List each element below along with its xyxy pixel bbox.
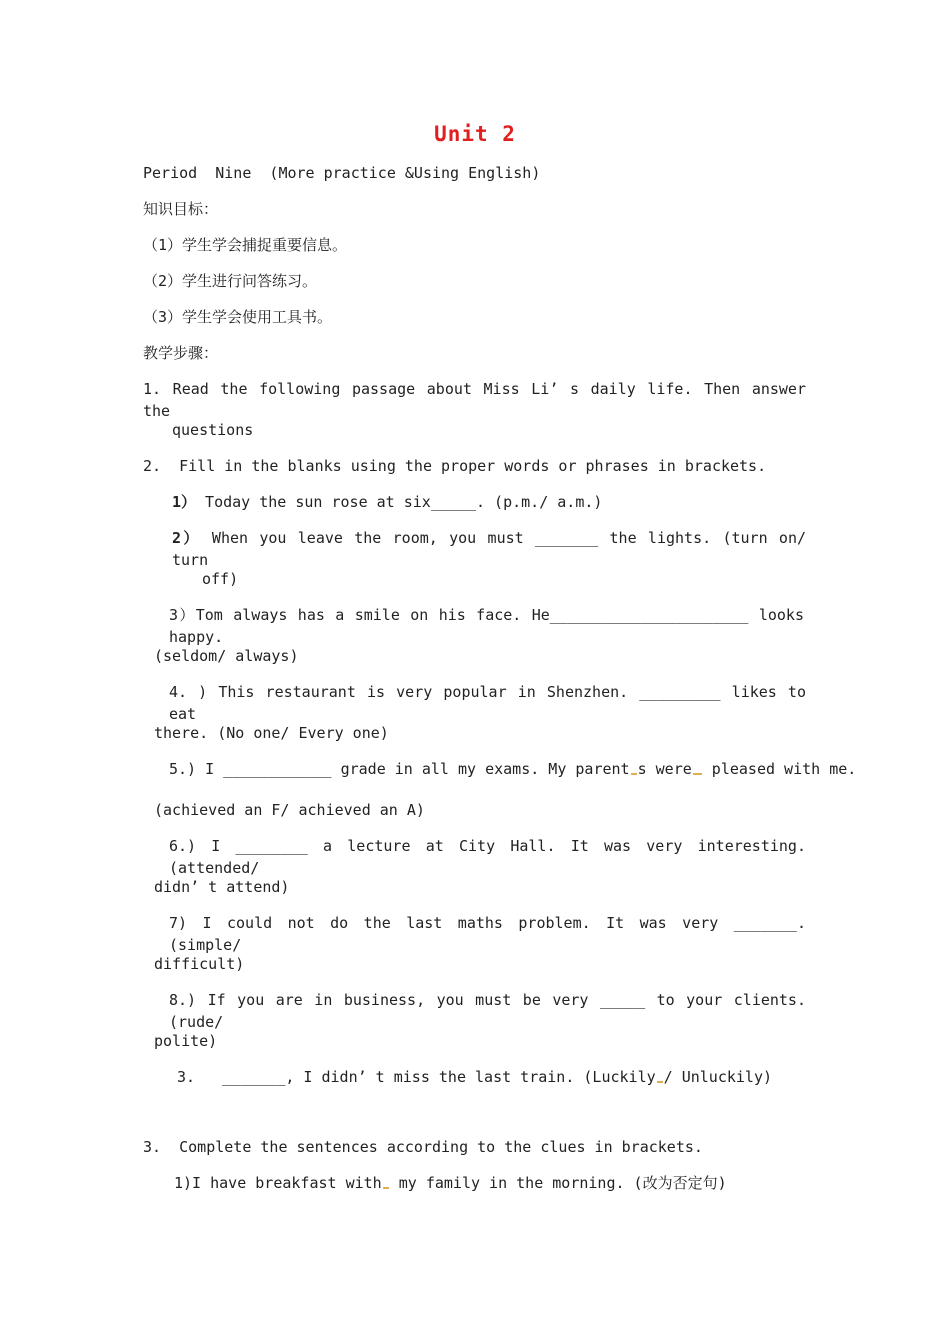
item-text: 5.) I ____________ grade in all my exams. My parent (169, 760, 630, 778)
item-text: 3. _______, I didn’ t miss the last train. (Luckily (177, 1068, 656, 1086)
steps-heading: 教学步骤： (143, 344, 219, 362)
question-1-continuation: questions (172, 421, 254, 439)
question-1-text: 1. Read the following passage about Miss Li’ s daily life. Then answer the (143, 380, 806, 420)
fill-item-5 (169, 758, 856, 780)
item-text: my family in the morning. (改为否定句) (389, 1174, 727, 1192)
period-subtitle: Period Nine (More practice &Using English) (143, 164, 541, 182)
fill-item-4: 4. ) This restaurant is very popular in Shenzhen. _________ likes to eat (169, 683, 806, 723)
fill-item-2 (172, 527, 806, 571)
item-number: 1） (172, 493, 197, 511)
fill-item-3: 3）Tom always has a smile on his face. He______________________ looks happy. (169, 606, 804, 646)
complete-item-1 (174, 1172, 727, 1194)
edit-mark-icon (631, 773, 637, 775)
fill-item-8: 8.) If you are in business, you must be very _____ to your clients. (rude/ (169, 991, 806, 1031)
item-text: / Unluckily) (663, 1068, 773, 1086)
question-2-heading: 2. Fill in the blanks using the proper words or phrases in brackets. (143, 457, 767, 475)
edit-mark-icon (657, 1081, 663, 1083)
edit-mark-icon (693, 773, 702, 775)
goal-item: （1）学生学会捕捉重要信息。 (143, 236, 348, 254)
fill-item-6: 6.) I ________ a lecture at City Hall. It was very interesting. (attended/ (169, 837, 806, 877)
item-text: pleased with me. (702, 760, 857, 778)
fill-item-1 (172, 491, 602, 513)
fill-item-9 (177, 1066, 772, 1088)
goals-heading: 知识目标： (143, 200, 219, 218)
page-title: Unit 2 (434, 122, 516, 146)
question-3-heading: 3. Complete the sentences according to the clues in brackets. (143, 1138, 703, 1156)
edit-mark-icon (383, 1187, 389, 1189)
fill-item-8-continuation: polite) (154, 1032, 218, 1050)
fill-item-7-continuation: difficult) (154, 955, 245, 973)
goal-item: （3）学生学会使用工具书。 (143, 308, 333, 326)
fill-item-7: 7) I could not do the last maths problem. It was very _______. (simple/ (169, 914, 806, 954)
goal-item: （2）学生进行问答练习。 (143, 272, 318, 290)
fill-item-3-continuation: (seldom/ always) (154, 647, 299, 665)
fill-item-4-continuation: there. (No one/ Every one) (154, 724, 389, 742)
item-text: When you leave the room, you must _______ the lights. (turn on/ turn (172, 529, 807, 569)
item-text: s were (637, 760, 692, 778)
fill-item-2-continuation: off) (202, 570, 239, 588)
item-number: 2） (172, 529, 201, 547)
fill-item-6-continuation: didn’ t attend) (154, 878, 290, 896)
fill-item-5-continuation: (achieved an F/ achieved an A) (154, 801, 425, 819)
item-text: 1)I have breakfast with (174, 1174, 382, 1192)
item-text: Today the sun rose at six_____. (p.m./ a.m.) (196, 493, 603, 511)
